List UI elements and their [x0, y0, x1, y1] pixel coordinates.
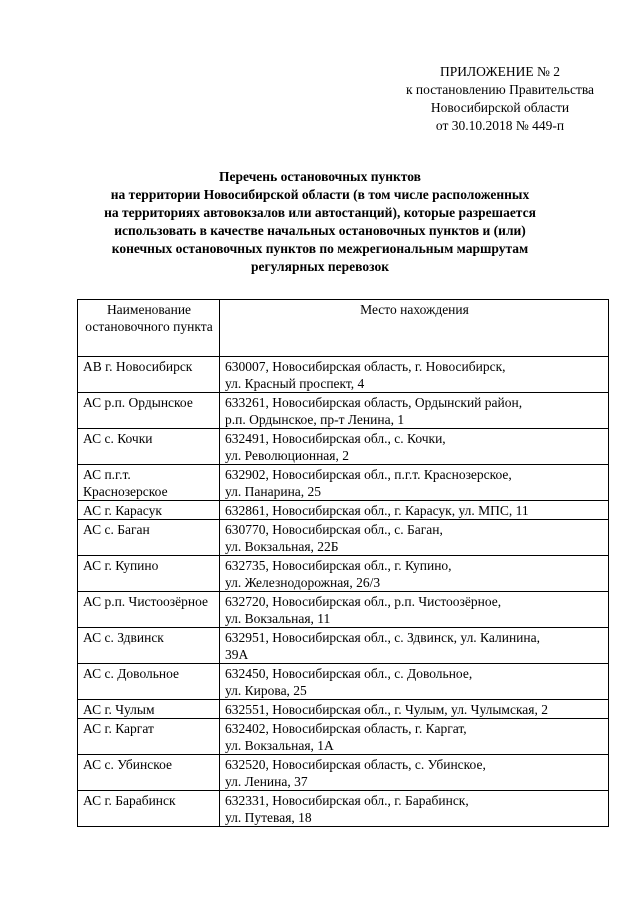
location-cell: 632861, Новосибирская обл., г. Карасук, ул. МПС, 11: [220, 501, 609, 520]
table-header-row: [78, 300, 609, 357]
document-title: [80, 168, 560, 276]
header-stop-name: Наименование остановочного пункта: [78, 300, 220, 357]
title-line: на территории Новосибирской области (в том числе расположенных: [110, 187, 530, 202]
title-line: использовать в качестве начальных остановочных пунктов и (или): [114, 223, 526, 238]
stops-table: [77, 299, 609, 827]
location-cell: 632951, Новосибирская обл., с. Здвинск, ул. Калинина, 39А: [220, 628, 609, 664]
table-row: [78, 465, 609, 501]
location-cell: 632450, Новосибирская обл., с. Довольное, ул. Кирова, 25: [220, 664, 609, 700]
table-row: [78, 700, 609, 719]
stop-name-cell: АС г. Каргат: [78, 719, 220, 755]
stop-name-cell: АС с. Довольное: [78, 664, 220, 700]
table-row: [78, 719, 609, 755]
appendix-number: ПРИЛОЖЕНИЕ № 2: [439, 64, 561, 79]
table-row: [78, 501, 609, 520]
stop-name-cell: АС г. Купино: [78, 556, 220, 592]
stop-name-cell: АС с. Баган: [78, 520, 220, 556]
header-location: Место нахождения: [220, 300, 609, 357]
table-row: [78, 393, 609, 429]
location-cell: 632331, Новосибирская обл., г. Барабинск, ул. Путевая, 18: [220, 791, 609, 827]
stop-name-cell: АС с. Здвинск: [78, 628, 220, 664]
stop-name-cell: АС п.г.т. Краснозерское: [78, 465, 220, 501]
stop-name-cell: АС р.п. Ордынское: [78, 393, 220, 429]
appendix-region: Новосибирской области: [430, 100, 570, 115]
table-row: [78, 664, 609, 700]
location-cell: 632735, Новосибирская обл., г. Купино, ул. Железнодорожная, 26/3: [220, 556, 609, 592]
stop-name-cell: АС г. Барабинск: [78, 791, 220, 827]
stop-name-cell: АС г. Чулым: [78, 700, 220, 719]
table-row: [78, 592, 609, 628]
table-row: [78, 791, 609, 827]
title-line: конечных остановочных пунктов по межрегиональным маршрутам: [111, 241, 529, 256]
table-row: [78, 556, 609, 592]
location-cell: 632402, Новосибирская область, г. Каргат, ул. Вокзальная, 1А: [220, 719, 609, 755]
stop-name-cell: АС с. Кочки: [78, 429, 220, 465]
location-cell: 632902, Новосибирская обл., п.г.т. Краснозерское, ул. Панарина, 25: [220, 465, 609, 501]
location-cell: 632720, Новосибирская обл., р.п. Чистоозёрное, ул. Вокзальная, 11: [220, 592, 609, 628]
table-row: [78, 520, 609, 556]
appendix-date: от 30.10.2018 № 449-п: [435, 118, 565, 133]
location-cell: 630770, Новосибирская обл., с. Баган, ул. Вокзальная, 22Б: [220, 520, 609, 556]
table-row: [78, 755, 609, 791]
stop-name-cell: АС с. Убинское: [78, 755, 220, 791]
title-line: Перечень остановочных пунктов: [219, 169, 421, 184]
stop-name-cell: АС р.п. Чистоозёрное: [78, 592, 220, 628]
title-line: регулярных перевозок: [251, 259, 389, 274]
appendix-reference: к постановлению Правительства: [405, 82, 595, 97]
location-cell: 632520, Новосибирская область, с. Убинское, ул. Ленина, 37: [220, 755, 609, 791]
stop-name-cell: АС г. Карасук: [78, 501, 220, 520]
location-cell: 633261, Новосибирская область, Ордынский район, р.п. Ордынское, пр-т Ленина, 1: [220, 393, 609, 429]
location-cell: 630007, Новосибирская область, г. Новосибирск, ул. Красный проспект, 4: [220, 357, 609, 393]
table-row: [78, 429, 609, 465]
stop-name-cell: АВ г. Новосибирск: [78, 357, 220, 393]
title-line: на территориях автовокзалов или автостанций), которые разрешается: [104, 205, 536, 220]
table-row: [78, 357, 609, 393]
location-cell: 632551, Новосибирская обл., г. Чулым, ул. Чулымская, 2: [220, 700, 609, 719]
appendix-block: [380, 63, 620, 135]
table-row: [78, 628, 609, 664]
location-cell: 632491, Новосибирская обл., с. Кочки, ул. Революционная, 2: [220, 429, 609, 465]
